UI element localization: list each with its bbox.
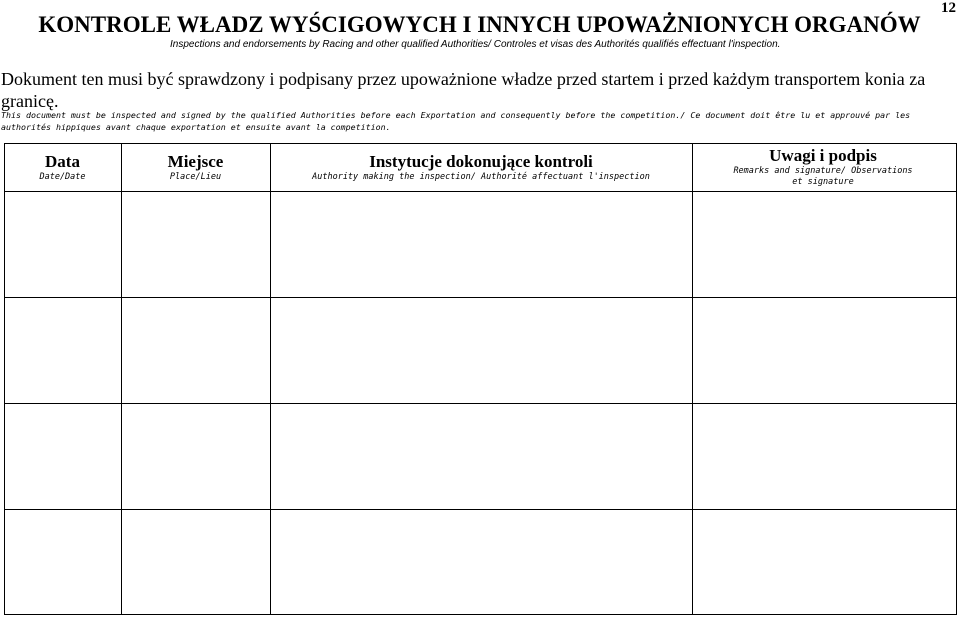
column-subtitle: Date/Date bbox=[39, 172, 86, 182]
notice-english-french: This document must be inspected and signed by the qualified Authorities before each Exportation and consequently before the competition./ Ce document doit être lu et approuvé par les authorités hippiques avant chaque exportation et ensuite avant la competition. bbox=[1, 110, 911, 132]
column-header-authority bbox=[270, 152, 692, 183]
table-row[interactable] bbox=[5, 404, 956, 509]
column-title: Instytucje dokonujące kontroli bbox=[369, 152, 593, 171]
table-border-right bbox=[956, 143, 957, 615]
page-number: 12 bbox=[941, 0, 956, 16]
column-subtitle: Place/Lieu bbox=[169, 172, 222, 182]
column-title: Miejsce bbox=[167, 152, 224, 171]
page-subtitle: Inspections and endorsements by Racing and other qualified Authorities/ Controles et visas des Authorités qualifiés effectuant l'inspection. bbox=[170, 39, 781, 50]
table-row[interactable] bbox=[5, 298, 956, 403]
table-border-bottom bbox=[4, 614, 957, 615]
column-subtitle: Remarks and signature/ Observations et signature bbox=[733, 166, 913, 187]
column-header-remarks bbox=[728, 146, 918, 188]
table-row[interactable] bbox=[5, 510, 956, 614]
table-row[interactable] bbox=[5, 192, 956, 297]
table-border-top bbox=[4, 143, 957, 144]
column-subtitle: Authority making the inspection/ Authorité affectuant l'inspection bbox=[312, 172, 650, 182]
column-title: Data bbox=[45, 152, 80, 171]
column-header-date bbox=[4, 152, 121, 183]
column-header-place bbox=[121, 152, 270, 183]
column-title: Uwagi i podpis bbox=[769, 146, 877, 165]
page-title: KONTROLE WŁADZ WYŚCIGOWYCH I INNYCH UPOWAŻNIONYCH ORGANÓW bbox=[38, 12, 921, 37]
notice-polish: Dokument ten musi być sprawdzony i podpisany przez upoważnione władze przed startem i przed każdym transportem konia za granicę. bbox=[1, 69, 926, 111]
